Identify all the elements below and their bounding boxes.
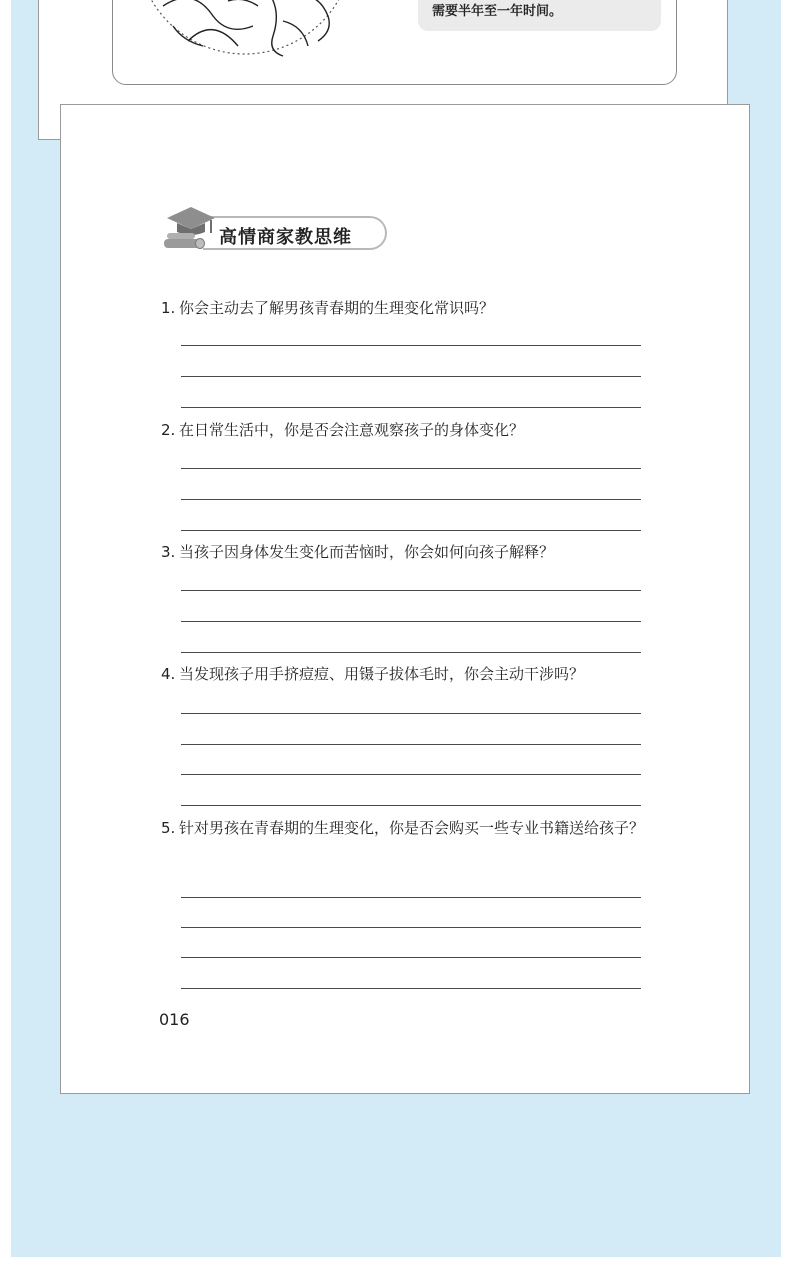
section-title: 高情商家教思维: [219, 227, 352, 248]
answer-line[interactable]: [181, 774, 641, 775]
answer-line[interactable]: [181, 805, 641, 806]
answer-line[interactable]: [181, 407, 641, 408]
answer-line[interactable]: [181, 590, 641, 591]
answer-line[interactable]: [181, 988, 641, 989]
page-number: 016: [159, 1010, 190, 1029]
worksheet-page: [60, 104, 750, 1094]
graduation-cap-icon: [161, 205, 221, 257]
question-text: 当发现孩子用手挤痘痘、用镊子拔体毛时，你会主动干涉吗？: [179, 665, 585, 683]
answer-line[interactable]: [181, 468, 641, 469]
question-number: 3.: [161, 543, 176, 561]
question-text: 针对男孩在青春期的生理变化，你是否会购买一些专业书籍送给孩子？: [179, 819, 645, 837]
answer-line[interactable]: [181, 927, 641, 928]
question-number: 5.: [161, 819, 176, 837]
previous-page-box: [112, 0, 677, 85]
question-3: [161, 537, 651, 567]
question-5: [161, 813, 646, 843]
answer-line[interactable]: [181, 744, 641, 745]
answer-line[interactable]: [181, 530, 641, 531]
question-text: 你会主动去了解男孩青春期的生理变化常识吗？: [179, 299, 495, 317]
answer-line[interactable]: [181, 957, 641, 958]
question-number: 2.: [161, 421, 176, 439]
question-number: 4.: [161, 665, 176, 683]
answer-line[interactable]: [181, 345, 641, 346]
note-box: [418, 0, 661, 31]
answer-line[interactable]: [181, 897, 641, 898]
answer-line[interactable]: [181, 499, 641, 500]
question-text: 当孩子因身体发生变化而苦恼时，你会如何向孩子解释？: [179, 543, 555, 561]
question-2: [161, 415, 651, 445]
answer-line[interactable]: [181, 652, 641, 653]
answer-line[interactable]: [181, 713, 641, 714]
answer-line[interactable]: [181, 376, 641, 377]
sketch-illustration: [133, 0, 383, 66]
section-header: [161, 205, 391, 255]
question-text: 在日常生活中，你是否会注意观察孩子的身体变化？: [179, 421, 525, 439]
answer-line[interactable]: [181, 621, 641, 622]
note-text: 需要半年至一年时间。: [432, 4, 563, 19]
question-number: 1.: [161, 299, 176, 317]
question-4: [161, 659, 651, 689]
question-1: [161, 293, 651, 323]
